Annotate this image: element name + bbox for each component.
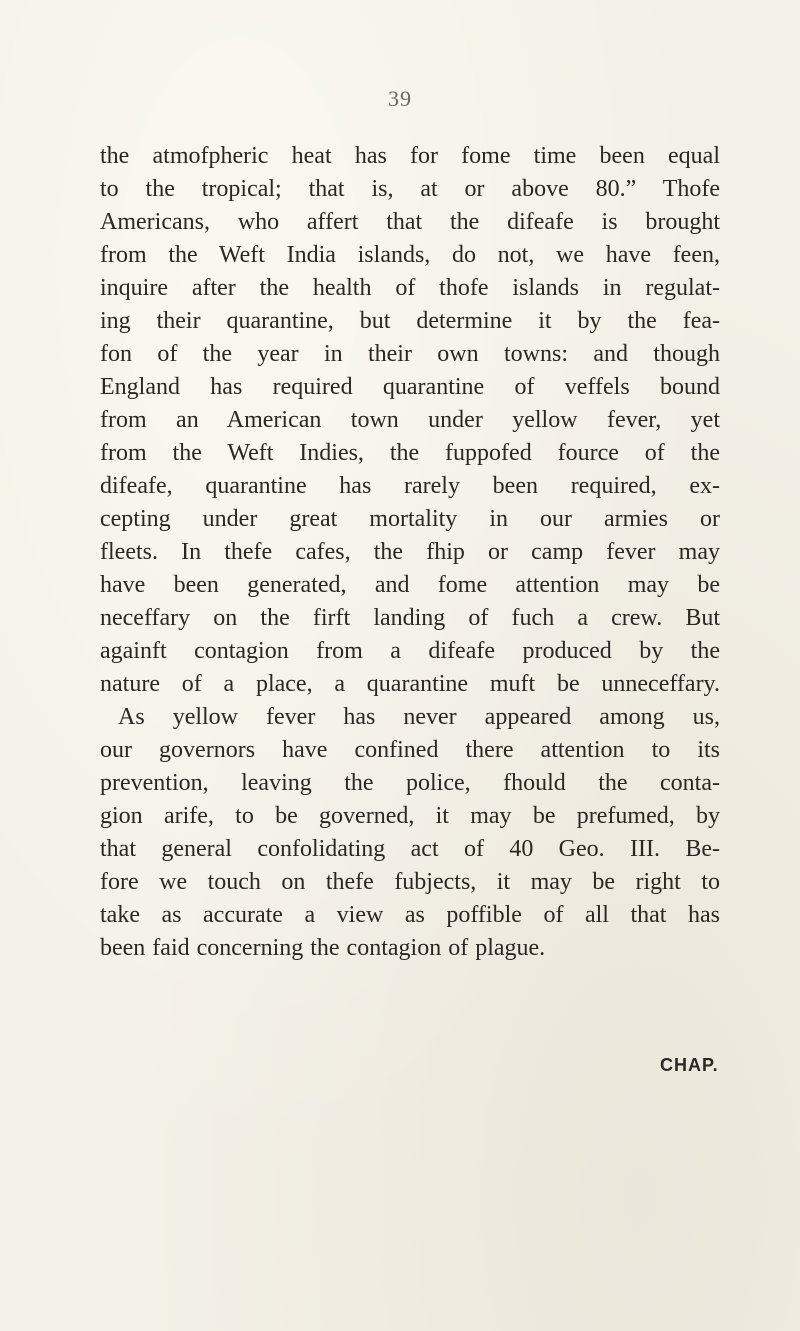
text-line: ing their quarantine, but determine it by the fea- — [100, 308, 720, 334]
text-line: cepting under great mortality in our armies or — [100, 506, 720, 532]
text-line: the atmofpheric heat has for fome time been equal — [100, 143, 720, 169]
text-line: prevention, leaving the police, fhould the conta- — [100, 770, 720, 796]
text-line: Americans, who affert that the difeafe is brought — [100, 209, 720, 235]
text-line: As yellow fever has never appeared among us, — [118, 704, 720, 730]
text-line: England has required quarantine of veffels bound — [100, 374, 720, 400]
text-line: from the Weft India islands, do not, we have feen, — [100, 242, 720, 268]
text-line: take as accurate a view as poffible of all that has — [100, 902, 720, 928]
text-line: from the Weft Indies, the fuppofed fource of the — [100, 440, 720, 466]
text-line: that general confolidating act of 40 Geo. III. Be- — [100, 836, 720, 862]
body-text — [100, 140, 720, 965]
text-line: fon of the year in their own towns: and though — [100, 341, 720, 367]
text-line: fleets. In thefe cafes, the fhip or camp fever may — [100, 539, 720, 565]
text-line: difeafe, quarantine has rarely been required, ex- — [100, 473, 720, 499]
text-line: nature of a place, a quarantine muft be unneceffary. — [100, 671, 720, 697]
text-line: from an American town under yellow fever, yet — [100, 407, 720, 433]
catchword: CHAP. — [660, 1055, 719, 1075]
text-line: fore we touch on thefe fubjects, it may be right to — [100, 869, 720, 895]
text-line: gion arife, to be governed, it may be prefumed, by — [100, 803, 720, 829]
text-line: our governors have confined there attention to its — [100, 737, 720, 763]
text-line: to the tropical; that is, at or above 80.” Thofe — [100, 176, 720, 202]
text-line: inquire after the health of thofe islands in regulat- — [100, 275, 720, 301]
text-line: have been generated, and fome attention may be — [100, 572, 720, 598]
text-line: been faid concerning the contagion of plague. — [100, 935, 546, 961]
page-number: 39 — [388, 86, 412, 111]
text-line: againft contagion from a difeafe produced by the — [100, 638, 720, 664]
text-line: neceffary on the firft landing of fuch a crew. But — [100, 605, 720, 631]
